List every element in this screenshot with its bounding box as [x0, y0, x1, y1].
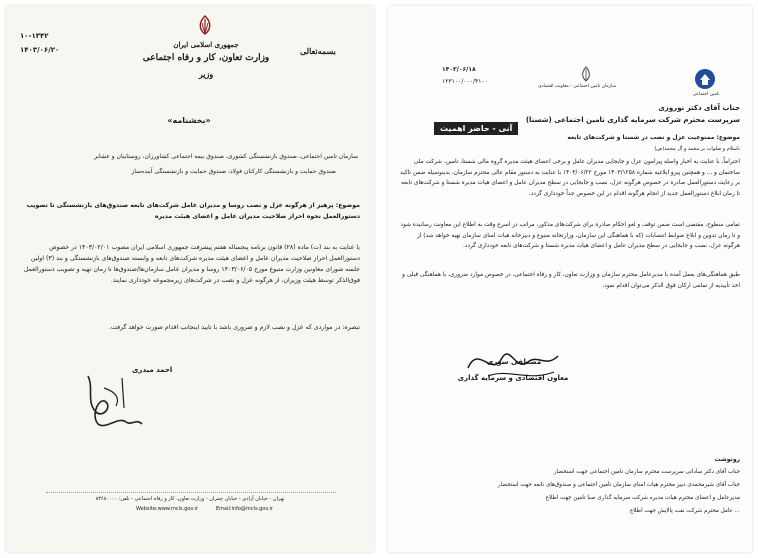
addressee-title: سرپرست محترم شرکت سرمایه گذاری تامین اجتماعی (شستا): [525, 116, 740, 124]
body-paragraph-3: طبق هماهنگی‌های بعمل آمده با مدیرعامل محترم سازمان و وزارت تعاون، کار و رفاه اجتماعی، در خصوص موارد ضروری، با هماهنگی قبلی و اخذ تأییدیه از تمامی ارکان فوق الذکر می‌توان اقدام نمود.: [402, 272, 740, 289]
social-security-letter: [388, 6, 752, 552]
cc-line: جناب آقای دکتر ساداتی سرپرست محترم سازمان تامین اجتماعی جهت استحضار: [553, 469, 740, 475]
handwritten-signature: [458, 338, 568, 388]
priority-stamp: آنی - حاضر اهمیت: [434, 122, 518, 135]
body-paragraph-2: تبصره: در مواردی که عزل و نصب لازم و ضروری باشد با تایید اینجانب اقدام صورت خواهد گرفت.: [109, 324, 360, 331]
body-paragraph-1: احتراماً، با عنایت به اخبار واصله پیرامون عزل و جابجایی مدیران عامل و برخی اعضای هیئت مدیره گروه مالی شستا، تامین، شرکت ملی ساختمان و ... و همچنین پیرو ابلاغیه شماره ۱۴۰۳/۱۲۵۸ مورخ ۱۴۰۳/۰۶/۲۲ با عنایت به دستور مقام عالی محترم سازمان، بدینوسیله ضمن تاکید بر رعایت دستورالعمل صادره در خصوص هرگونه عزل، نصب و جابجایی در سطح مدیران عامل و اعضای هیات مدیره شستا و شرکت‌های تابعه تا زمان ابلاغ دستورالعمل جدید از انجام هرگونه اقدام در این خصوص جداً خودداری گردد.: [400, 159, 740, 197]
letter-date: ۱۴۰۳/۰۶/۱۸: [442, 66, 476, 73]
subject-line: موضوع: پرهیز از هرگونه عزل و نصب روسا و مدیران عامل شرکت‌های تابعه صندوق‌های بازنشستگی تا تصویب دستورالعمل نحوه احراز صلاحیت مدیران عامل و اعضای هیئت مدیره: [26, 202, 360, 220]
header-ministry: وزارت تعاون، کار و رفاه اجتماعی: [142, 53, 270, 63]
footer-email: Email:info@mcls.gov.ir: [216, 506, 273, 512]
cc-line: جناب آقای شیرمحمدی دبیر محترم هیات امنای سازمان تامین اجتماعی و صندوق‌های تابعه جهت استحضار: [497, 482, 740, 488]
greeting: باسلام و صلوات بر محمد و آل محمد(ص): [654, 146, 740, 152]
footer-website: Website:www.mcls.gov.ir: [136, 506, 199, 512]
letter-number: ۱۰-۱۳۴۲: [20, 32, 49, 40]
signer-title: معاون اقتصادی و سرمایه گذاری: [457, 374, 569, 382]
signer-name: احمد میدری: [132, 366, 173, 374]
social-security-logo-icon: [694, 68, 716, 90]
letter-date: ۱۴۰۳/۰۶/۲۰: [20, 46, 60, 54]
letter-number: ۱۲۳۱۰۰/۰۰۰/۴۱۰۰: [442, 78, 488, 85]
basmala: بسمه‌تعالی: [300, 46, 336, 56]
cc-line: مدیرعامل و اعضای محترم هیات مدیره شرکت سرمایه گذاری صبا تامین جهت اطلاع: [545, 495, 740, 501]
header-minister: وزیر: [198, 69, 214, 79]
cc-line: ... عامل محترم شرکت نفت پالایش جهت اطلاع: [629, 508, 740, 514]
ministry-circular-letter: [6, 6, 374, 552]
body-paragraph-1: با عنایت به بند (ت) ماده (۲۸) قانون برنامه پنجساله هفتم پیشرفت جمهوری اسلامی ایران مصوب ۱۴۰۳/۰۲/۰۱ در خصوص دستورالعمل احراز صلاحیت مدیران عامل و اعضای هیئت مدیره شرکت‌های تابعه و وابسته صندوق‌های بازنشستگی و بند (۳) اولین جلسه شورای معاونین وزارت متبوع مورخ ۱۴۰۳/۰۶/۰۵ روسا و مدیران عامل سازمان‌ها/صندوق‌ها تا زمان تهیه و تصویب دستورالعمل فوق‌الذکر توسط هیئت وزیران، از هرگونه عزل و نصب در شرکت‌های زیرمجموعه خودداری نمایند.: [23, 244, 360, 284]
addressees-line-2: صندوق حمایت و بازنشستگی کارکنان فولاد، صندوق حمایت و بازنشستگی آینده‌ساز: [131, 168, 336, 175]
footer-address: تهران - خیابان آزادی - خیابان چمران - وزارت تعاون، کار و رفاه اجتماعی - تلفن: ۸۳۶۸۰۰۰۰: [95, 496, 285, 502]
signer-name: مصطفی سوری: [486, 358, 542, 366]
logo-caption: تامین اجتماعی: [692, 92, 720, 97]
body-paragraph-2: تمامی سطوح، مقتضی است ضمن توقف و لغو احکام صادره برای شرکت‌های مذکور، مراتب در اسرع وقت به اطلاع این معاونت رسانیده شود و تا زمان تدوین و ابلاغ ضوابط انتصابات (که با هماهنگی این سازمان، وزارتخانه متبوع و دبیرخانه هیات امنای سازمان تهیه خواهد شد) از هرگونه عزل، نصب و جابجایی در سطح مدیران عامل و اعضای هیات مدیره شستا و شرکت‌های تابعه خودداری گردد.: [400, 222, 740, 249]
cc-heading: رونوشت: [714, 456, 740, 463]
subject-line: موضوع: ممنوعیت عزل و نصب در شستا و شرکت‌های تابعه: [567, 134, 740, 141]
iran-emblem-icon: [194, 14, 216, 36]
handwritten-signature: [76, 368, 156, 438]
addressees-line-1: سازمان تامین اجتماعی، صندوق بازنشستگی کشوری، صندوق بیمه اجتماعی کشاورزان، روستاییان و عشایر: [94, 153, 358, 160]
header-line-1: جمهوری اسلامی ایران: [173, 40, 239, 49]
iran-emblem-icon: [578, 66, 594, 82]
header-note: سازمان تامین اجتماعی - معاونت اقتصادی: [538, 84, 617, 89]
document-type: «بخشنامه»: [167, 116, 211, 125]
addressee-name: جناب آقای دکتر نوروزی: [658, 104, 740, 112]
